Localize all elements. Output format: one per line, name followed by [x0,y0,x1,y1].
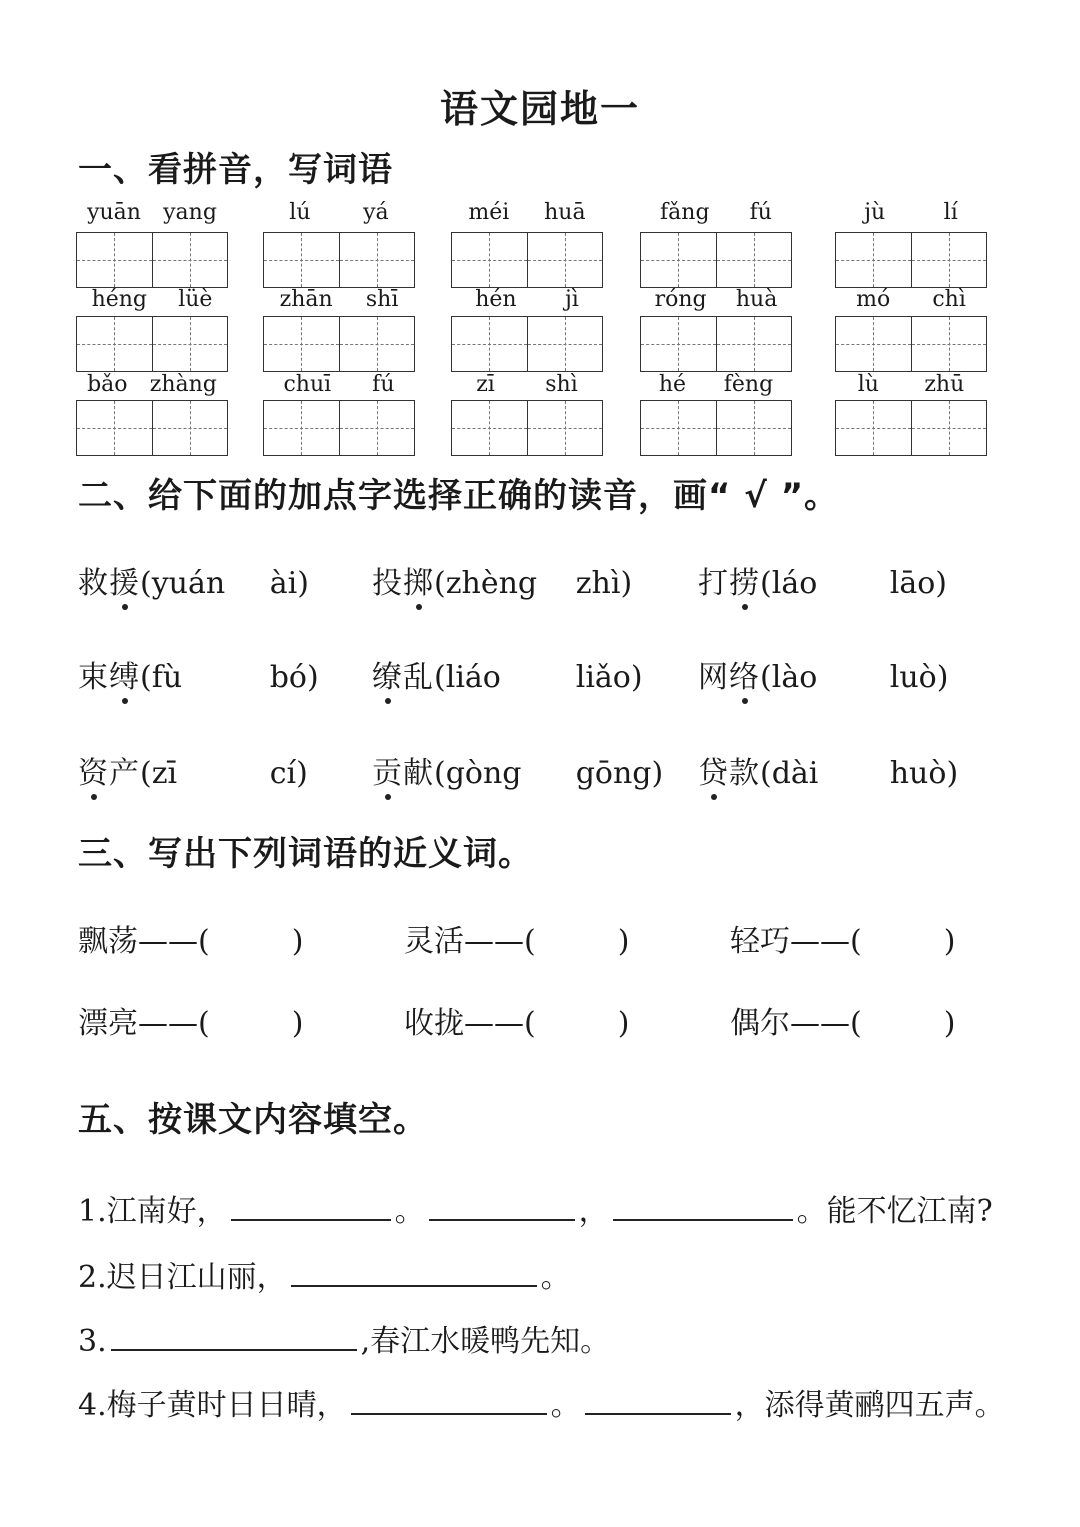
pinyin-label [76,200,228,225]
pinyin-label [451,372,603,397]
writing-box[interactable] [263,232,415,288]
choice-item [372,652,643,696]
writing-cell[interactable] [339,401,415,455]
pinyin-syllable: zī [476,372,495,397]
writing-box[interactable] [451,400,603,456]
dash: —— [790,924,850,959]
option-1[interactable]: fù [151,660,183,695]
close-paren: ) [297,566,309,601]
dash: —— [464,924,524,959]
pinyin-label [835,372,987,397]
dash: —— [138,1006,198,1041]
line-text: ， [578,1194,609,1229]
option-2[interactable]: liǎo [575,660,631,695]
open-paren: ( [760,566,772,601]
choice-word [372,558,434,602]
option-1[interactable]: yuán [151,566,226,601]
page-title: 语文园地一 [439,87,640,131]
open-paren: ( [434,566,446,601]
writing-box[interactable] [263,400,415,456]
pinyin-syllable: fǎng [660,200,710,225]
answer-blank[interactable] [111,1323,357,1351]
writing-cell[interactable] [527,317,603,371]
pinyin-syllable: fú [372,372,395,397]
synonym-item [404,916,629,960]
choice-word [78,558,140,602]
option-1[interactable]: lào [771,660,818,695]
word-char: 产 [109,756,140,791]
open-paren: ( [760,660,772,695]
writing-cell[interactable] [264,233,339,287]
choice-item [698,652,948,696]
line-text: ,春江水暖鸭先知。 [360,1324,611,1359]
pinyin-syllable: bǎo [87,372,128,397]
pinyin-label [640,200,792,225]
writing-cell[interactable] [152,401,228,455]
option-1[interactable]: láo [771,566,818,601]
option-2[interactable]: ài [269,566,298,601]
dotted-char: 资 [78,748,109,792]
writing-cell[interactable] [716,233,792,287]
writing-box[interactable] [640,316,792,372]
writing-cell[interactable] [77,233,152,287]
pinyin-syllable: chì [932,287,966,312]
close-paren: ) [943,1006,956,1041]
pinyin-syllable: zhàng [149,372,217,397]
pinyin-syllable: yuān [87,200,141,225]
choice-word [698,748,760,792]
pinyin-label [640,372,792,397]
open-paren: ( [140,660,152,695]
synonym-item [730,916,955,960]
pinyin-syllable: héng [91,287,148,312]
synonym-item [730,998,955,1042]
word-char: 献 [403,756,434,791]
open-paren: ( [850,1006,862,1041]
pinyin-syllable: hén [475,287,517,312]
line-text: 。能不忆江南? [796,1194,993,1229]
option-1[interactable]: zhèng [445,566,538,601]
answer-blank[interactable] [231,1193,391,1221]
close-paren: ) [946,756,959,791]
choice-item [372,748,663,792]
synonym-item [78,916,303,960]
pinyin-syllable: mó [856,287,891,312]
pinyin-syllable: huà [735,287,778,312]
fill-line [78,1316,610,1360]
choice-word [372,652,434,696]
choice-item [78,558,309,602]
pinyin-syllable: zhān [279,287,333,312]
word-char: 救 [78,566,109,601]
close-paren: ) [935,566,947,601]
option-2[interactable]: zhì [575,566,621,601]
writing-cell[interactable] [641,401,716,455]
synonym-item [78,998,303,1042]
open-paren: ( [524,924,536,959]
writing-cell[interactable] [836,233,911,287]
answer-blank[interactable] [585,1387,731,1415]
choice-word [698,558,760,602]
open-paren: ( [140,756,152,791]
fill-line [78,1380,1005,1424]
word-char: 束 [78,660,109,695]
close-paren: ) [620,566,633,601]
synonym-word: 偶尔 [730,1006,790,1041]
option-2[interactable]: gōng [575,756,652,791]
pinyin-syllable: róng [654,287,707,312]
close-paren: ) [936,660,949,695]
choice-item [372,558,632,602]
pinyin-label [263,200,415,225]
dotted-char: 络 [729,652,760,696]
pinyin-label [835,287,987,312]
word-char: 打 [698,566,729,601]
close-paren: ) [651,756,664,791]
choice-word [78,748,140,792]
pinyin-syllable: fú [749,200,772,225]
pinyin-label [451,200,603,225]
option-2[interactable]: cí [269,756,297,791]
pinyin-syllable: shī [365,287,399,312]
writing-cell[interactable] [836,401,911,455]
writing-cell[interactable] [452,401,527,455]
word-char: 款 [729,756,760,791]
writing-cell[interactable] [152,233,228,287]
option-1[interactable]: gòng [445,756,522,791]
choice-word [372,748,434,792]
close-paren: ) [617,1006,630,1041]
pinyin-label [835,200,987,225]
pinyin-syllable: hé [658,372,687,397]
option-2[interactable]: lāo [889,566,936,601]
line-text: 4.梅子黄时日日晴， [78,1388,347,1423]
pinyin-syllable: shì [545,372,578,397]
synonym-word: 收拢 [404,1006,464,1041]
writing-cell[interactable] [152,317,228,371]
line-text: 。 [394,1194,425,1229]
dash: —— [138,924,198,959]
choice-word [78,652,140,696]
line-text: 。 [550,1388,581,1423]
choice-item [698,748,958,792]
word-char: 网 [698,660,729,695]
line-text: 。 [540,1260,571,1295]
option-1[interactable]: dài [771,756,819,791]
pinyin-label [76,287,228,312]
dotted-char: 掷 [403,558,434,602]
writing-cell[interactable] [339,317,415,371]
writing-cell[interactable] [264,401,339,455]
writing-cell[interactable] [836,317,911,371]
option-2[interactable]: huò [889,756,947,791]
writing-cell[interactable] [911,317,987,371]
dotted-char: 贡 [372,748,403,792]
synonym-item [404,998,629,1042]
word-char: 投 [372,566,403,601]
writing-box[interactable] [451,232,603,288]
line-text: 1.江南好， [78,1194,227,1229]
dash: —— [464,1006,524,1041]
pinyin-label [640,287,792,312]
option-2[interactable]: luò [889,660,937,695]
line-text: ，添得黄鹂四五声。 [734,1388,1005,1423]
dotted-char: 贷 [698,748,729,792]
writing-cell[interactable] [641,317,716,371]
pinyin-syllable: jù [864,200,886,225]
choice-item [698,558,947,602]
writing-box[interactable] [835,400,987,456]
pinyin-syllable: lù [857,372,879,397]
option-1[interactable]: liáo [445,660,501,695]
pinyin-label [263,287,415,312]
pinyin-syllable: fèng [723,372,774,397]
open-paren: ( [850,924,862,959]
open-paren: ( [198,1006,210,1041]
pinyin-syllable: méi [468,200,510,225]
synonym-word: 漂亮 [78,1006,138,1041]
writing-cell[interactable] [527,401,603,455]
writing-box[interactable] [451,316,603,372]
writing-cell[interactable] [77,401,152,455]
synonym-word: 灵活 [404,924,464,959]
pinyin-syllable: chuī [283,372,332,397]
writing-cell[interactable] [77,317,152,371]
choice-word [698,652,760,696]
line-text: 3. [78,1324,107,1359]
dotted-char: 援 [109,558,140,602]
option-2[interactable]: bó [269,660,307,695]
close-paren: ) [943,924,956,959]
writing-box[interactable] [640,232,792,288]
writing-box[interactable] [76,232,228,288]
section5-heading: 五、按课文内容填空。 [78,1100,428,1140]
answer-blank[interactable] [351,1387,547,1415]
close-paren: ) [617,924,630,959]
writing-cell[interactable] [716,317,792,371]
writing-box[interactable] [76,316,228,372]
writing-cell[interactable] [911,401,987,455]
answer-blank[interactable] [291,1259,537,1287]
pinyin-syllable: lú [289,200,311,225]
pinyin-syllable: lüè [178,287,213,312]
writing-box[interactable] [263,316,415,372]
open-paren: ( [198,924,210,959]
writing-box[interactable] [76,400,228,456]
close-paren: ) [296,756,308,791]
close-paren: ) [291,924,304,959]
dotted-char: 捞 [729,558,760,602]
fill-line [78,1252,571,1296]
writing-cell[interactable] [716,401,792,455]
choice-item [78,652,319,696]
pinyin-syllable: yang [163,200,217,225]
pinyin-label [76,372,228,397]
open-paren: ( [434,756,446,791]
section2-heading: 二、给下面的加点字选择正确的读音，画“ √ ”。 [78,476,840,516]
writing-cell[interactable] [911,233,987,287]
close-paren: ) [306,660,319,695]
writing-box[interactable] [835,232,987,288]
option-1[interactable]: zī [151,756,178,791]
dotted-char: 缚 [109,652,140,696]
open-paren: ( [140,566,152,601]
writing-cell[interactable] [527,233,603,287]
answer-blank[interactable] [613,1193,793,1221]
pinyin-syllable: lí [943,200,958,225]
writing-cell[interactable] [452,233,527,287]
open-paren: ( [434,660,446,695]
writing-cell[interactable] [452,317,527,371]
open-paren: ( [760,756,772,791]
writing-box[interactable] [640,400,792,456]
line-text: 2.迟日江山丽， [78,1260,287,1295]
close-paren: ) [291,1006,304,1041]
fill-line [78,1186,993,1230]
pinyin-label [451,287,603,312]
writing-cell[interactable] [264,317,339,371]
synonym-word: 飘荡 [78,924,138,959]
choice-item [78,748,308,792]
word-char: 乱 [403,660,434,695]
pinyin-syllable: zhū [924,372,965,397]
pinyin-syllable: jì [564,287,579,312]
section3-heading: 三、写出下列词语的近义词。 [78,834,533,874]
pinyin-label [263,372,415,397]
answer-blank[interactable] [429,1193,575,1221]
dash: —— [790,1006,850,1041]
writing-cell[interactable] [641,233,716,287]
section1-heading: 一、看拼音，写词语 [78,150,393,190]
synonym-word: 轻巧 [730,924,790,959]
dotted-char: 缭 [372,652,403,696]
open-paren: ( [524,1006,536,1041]
writing-cell[interactable] [339,233,415,287]
pinyin-syllable: huā [544,200,586,225]
pinyin-syllable: yá [363,200,389,225]
writing-box[interactable] [835,316,987,372]
close-paren: ) [630,660,643,695]
